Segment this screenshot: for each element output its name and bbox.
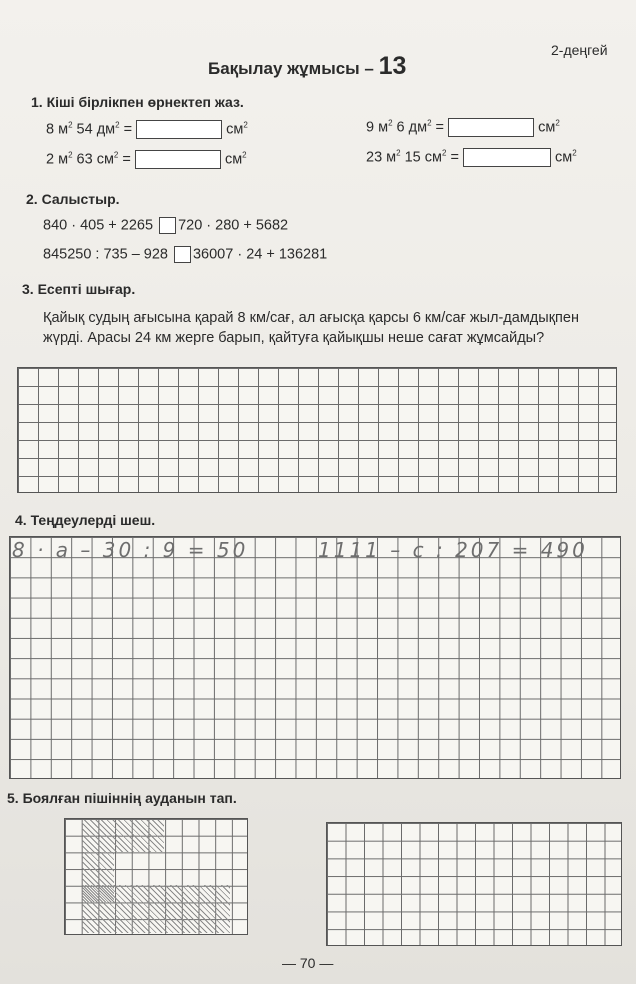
compare-box[interactable] <box>174 246 191 263</box>
handwritten-equation-1: 8 · a – 30 : 9 = 50 <box>12 538 249 562</box>
task1-item-4: 23 $м^2$ 15 $см^2 = см^2$ <box>366 148 577 166</box>
task5-heading: 5. Боялған пішіннің ауданын тап. <box>7 790 237 806</box>
task1-item-2: 9 $м^2$ 6 $дм^2 = см^2$ <box>366 118 560 136</box>
title-number: 13 <box>378 52 407 80</box>
answer-box[interactable] <box>135 150 221 169</box>
page-title: Бақылау жұмысы – 13 <box>208 52 407 80</box>
task1-heading: 1. Кіші бірлікпен өрнектеп жаз. <box>31 94 244 110</box>
task1-item-3: 2 $м^2$ 63 $см^2 = см^2$ <box>46 150 247 168</box>
task2-heading: 2. Салыстыр. <box>26 191 120 207</box>
compare-box[interactable] <box>159 217 176 234</box>
page-number: — 70 — <box>282 955 334 971</box>
answer-box[interactable] <box>448 118 534 137</box>
shaded-region <box>82 820 164 852</box>
shaded-region <box>82 885 230 933</box>
level-label: 2-деңгей <box>551 42 608 58</box>
task3-answer-grid[interactable] <box>17 367 617 493</box>
task5-answer-grid[interactable] <box>326 822 622 946</box>
task3-problem-text: Қайық судың ағысына қарай 8 км/сағ, ал ағысқа қарсы 6 км/сағ жыл-дамдықпен жүрді. Арасы 24 км жерге барып, қайтуға қайықшы неше сағат жұмсайды? <box>43 310 579 346</box>
task3-heading: 3. Есепті шығар. <box>22 281 136 297</box>
compare-row-2: 845250 : 735 – 928 36007 · 24 + 136281 <box>43 246 328 263</box>
task4-answer-grid[interactable] <box>9 536 621 779</box>
handwritten-equation-2: 1111 – c : 207 = 490 <box>318 538 588 562</box>
task4-heading: 4. Теңдеулерді шеш. <box>15 512 156 528</box>
compare-row-1: 840 · 405 + 2265 720 · 280 + 5682 <box>43 217 289 234</box>
answer-box[interactable] <box>463 148 551 167</box>
answer-box[interactable] <box>136 120 222 139</box>
task1-item-1: 8 $м^2$ 54 $дм^2 = см^2$ <box>46 120 248 138</box>
